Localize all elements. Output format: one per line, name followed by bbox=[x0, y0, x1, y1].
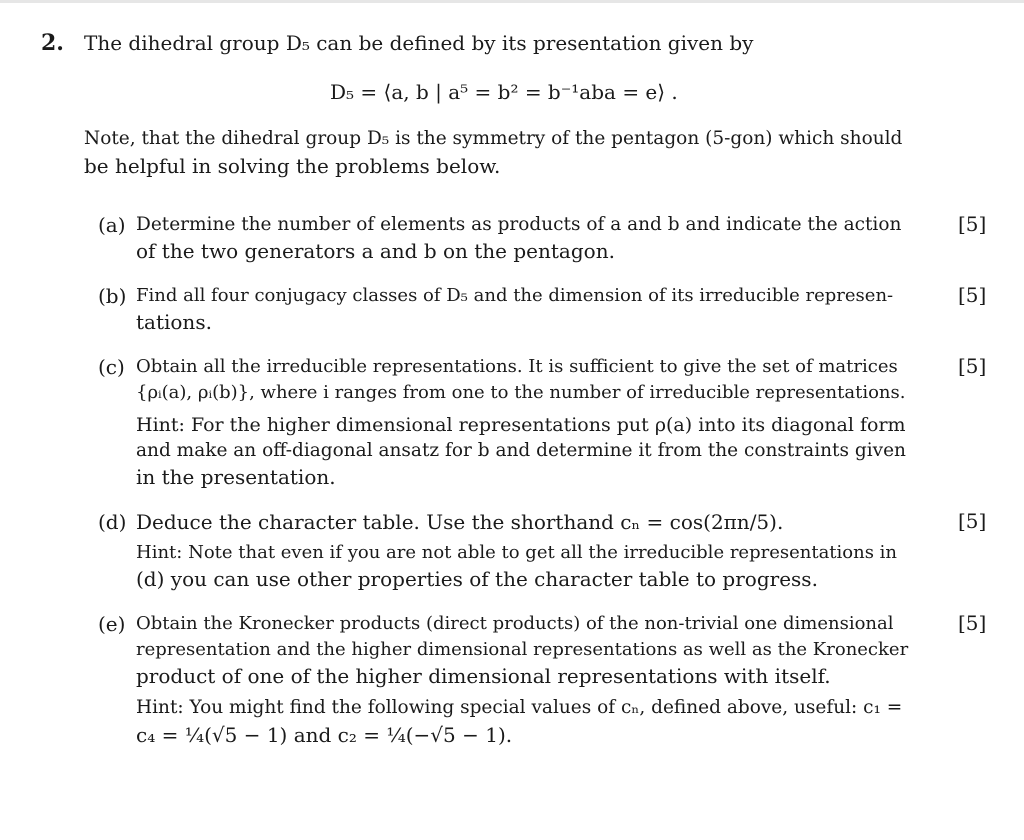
part-a-line-1: Determine the number of elements as products of a and b and indicate the action bbox=[136, 214, 902, 235]
problem-intro: The dihedral group D₅ can be defined by its presentation given by bbox=[84, 31, 754, 55]
part-a-marks: [5] bbox=[958, 212, 987, 236]
part-c-line-1: Obtain all the irreducible representations. It is sufficient to give the set of matrices bbox=[136, 356, 898, 377]
part-b-marks: [5] bbox=[958, 283, 987, 307]
part-d-hint-line-2: (d) you can use other properties of the character table to progress. bbox=[136, 567, 818, 591]
part-b-line-2: tations. bbox=[136, 310, 212, 334]
part-c-hint-line-1: Hint: For the higher dimensional representations put ρ(a) into its diagonal form bbox=[136, 414, 906, 436]
problem-number: 2. bbox=[41, 30, 64, 56]
part-c-hint-line-2: and make an off-diagonal ansatz for b and determine it from the constraints given bbox=[136, 440, 906, 461]
part-e-hint-line-1: Hint: You might find the following special values of cₙ, defined above, useful: c₁ = bbox=[136, 697, 903, 718]
part-a-line-2: of the two generators a and b on the pentagon. bbox=[136, 239, 615, 263]
note-line-2: be helpful in solving the problems below. bbox=[84, 154, 501, 178]
part-e-line-2: representation and the higher dimensional representations as well as the Kronecker bbox=[136, 639, 909, 660]
part-e-marks: [5] bbox=[958, 611, 987, 635]
part-d-hint-line-1: Hint: Note that even if you are not able to get all the irreducible representations in bbox=[136, 542, 898, 563]
part-c-line-2: {ρᵢ(a), ρᵢ(b)}, where i ranges from one to the number of irreducible representations. bbox=[136, 382, 906, 403]
part-d-line-1: Deduce the character table. Use the shorthand cₙ = cos(2πn/5). bbox=[136, 510, 784, 534]
part-c-label: (c) bbox=[98, 355, 125, 379]
part-e-label: (e) bbox=[98, 612, 126, 636]
presentation-equation: D₅ = ⟨a, b | a⁵ = b² = b⁻¹aba = e⟩ . bbox=[330, 80, 678, 104]
part-a-label: (a) bbox=[98, 213, 126, 237]
part-d-label: (d) bbox=[98, 510, 127, 534]
part-c-marks: [5] bbox=[958, 354, 987, 378]
part-b-label: (b) bbox=[98, 284, 127, 308]
part-d-marks: [5] bbox=[958, 509, 987, 533]
part-b-line-1: Find all four conjugacy classes of D₅ and the dimension of its irreducible represen- bbox=[136, 285, 894, 306]
part-c-hint-line-3: in the presentation. bbox=[136, 465, 336, 489]
part-e-line-3: product of one of the higher dimensional representations with itself. bbox=[136, 664, 831, 688]
part-e-line-1: Obtain the Kronecker products (direct products) of the non-trivial one dimensional bbox=[136, 613, 894, 634]
part-e-hint-line-2: c₄ = ¼(√5 − 1) and c₂ = ¼(−√5 − 1). bbox=[136, 723, 513, 747]
note-line-1: Note, that the dihedral group D₅ is the symmetry of the pentagon (5-gon) which should bbox=[84, 128, 903, 149]
